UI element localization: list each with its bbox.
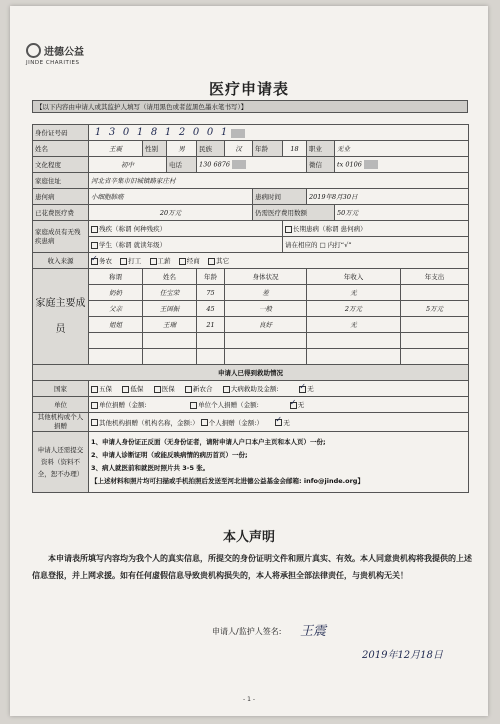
gender-label: 性别 bbox=[143, 141, 167, 157]
page-number: - 1 - bbox=[243, 696, 255, 703]
income-source-options[interactable] bbox=[89, 253, 469, 269]
jinde-logo bbox=[26, 40, 84, 66]
disease-label: 患何病 bbox=[33, 189, 89, 205]
chronic-text: 长期患病（称谓 患何病） bbox=[293, 225, 367, 233]
docs-list bbox=[89, 432, 469, 493]
family-income[interactable]: 无 bbox=[307, 285, 401, 301]
family-title[interactable]: 姐姐 bbox=[89, 317, 143, 333]
id-digit: 1 bbox=[220, 127, 228, 138]
phone-label: 电话 bbox=[167, 157, 197, 173]
redacted-block bbox=[232, 160, 246, 169]
id-digit: 1 bbox=[94, 127, 102, 138]
checked-box-icon bbox=[299, 386, 306, 393]
address-field[interactable]: 河北省辛集市旧城镇路家庄村 bbox=[89, 173, 469, 189]
signature[interactable]: 王震 bbox=[300, 624, 327, 639]
table-row bbox=[33, 333, 469, 349]
family-income[interactable]: 2万元 bbox=[307, 301, 401, 317]
phone-value: 130 6876 bbox=[199, 160, 231, 169]
redacted-block bbox=[364, 160, 378, 169]
family-expense[interactable] bbox=[401, 285, 469, 301]
checkbox-icon bbox=[179, 258, 186, 265]
salary-option: 工薪 bbox=[157, 257, 171, 265]
unit-label: 单位 bbox=[33, 397, 89, 413]
table-row bbox=[33, 349, 469, 365]
business-option: 经商 bbox=[186, 257, 200, 265]
diagnosis-date-field[interactable]: 2019年8月30日 bbox=[307, 189, 469, 205]
signature-label: 申请人/监护人签名: bbox=[212, 627, 282, 636]
col-income-header: 年收入 bbox=[307, 269, 401, 285]
name-label: 姓名 bbox=[33, 141, 89, 157]
address-label: 家庭住址 bbox=[33, 173, 89, 189]
country-label: 国家 bbox=[33, 381, 89, 397]
needed-field[interactable]: 50万元 bbox=[335, 205, 469, 221]
signature-date[interactable]: 2019年12月18日 bbox=[362, 650, 443, 661]
gender-field[interactable]: 男 bbox=[167, 141, 197, 157]
declaration-title: 本人声明 bbox=[222, 530, 275, 545]
family-health[interactable]: 良好 bbox=[225, 317, 307, 333]
wechat-field[interactable] bbox=[335, 157, 469, 173]
checkbox-icon bbox=[91, 419, 98, 426]
occupation-label: 职业 bbox=[307, 141, 335, 157]
checked-box-icon bbox=[91, 258, 98, 265]
checkbox-icon bbox=[122, 386, 129, 393]
id-number-field[interactable] bbox=[89, 125, 469, 141]
wechat-label: 微信 bbox=[307, 157, 335, 173]
occupation-field[interactable]: 无业 bbox=[335, 141, 469, 157]
id-digit: 1 bbox=[164, 127, 172, 138]
checkbox-icon bbox=[190, 402, 197, 409]
checkbox-icon bbox=[154, 386, 161, 393]
family-health[interactable]: 一般 bbox=[225, 301, 307, 317]
other-org-donation-option: 其他机构捐赠（机构名称，金额:） bbox=[99, 418, 199, 427]
new-rural-option: 新农合 bbox=[193, 385, 213, 393]
needed-label: 仍需医疗费用数额 bbox=[253, 205, 335, 221]
table-row bbox=[33, 301, 469, 317]
country-aid-options[interactable] bbox=[89, 381, 469, 397]
doc-note: 【上述材料和照片均可扫描或手机拍照后发送至河北进德公益基金会邮箱: info@jinde.org】 bbox=[91, 477, 364, 485]
family-expense[interactable] bbox=[401, 317, 469, 333]
family-name[interactable]: 王瑞 bbox=[143, 317, 197, 333]
spent-label: 已花费医疗费 bbox=[33, 205, 89, 221]
checkbox-icon bbox=[208, 258, 215, 265]
checkbox-icon bbox=[91, 402, 98, 409]
major-illness-option: 大病救助及金额: bbox=[230, 385, 279, 393]
family-age[interactable]: 21 bbox=[197, 317, 225, 333]
name-field[interactable]: 王震 bbox=[89, 141, 143, 157]
id-digit: 3 bbox=[108, 127, 116, 138]
declaration-text: 本申请表所填写内容均为我个人的真实信息，所提交的身份证明文件和照片真实、有效。本人同意贵机构将我提供的上述信息登报，并上网求援。如有任何虚假信息导致贵机构损失的，本人将承担全部法律责任，与贵机构无关！ bbox=[32, 554, 472, 580]
col-age-header: 年龄 bbox=[197, 269, 225, 285]
checkbox-icon bbox=[285, 226, 292, 233]
checked-box-icon bbox=[275, 419, 282, 426]
medical-ins-option: 医保 bbox=[161, 385, 175, 393]
none-option: 无 bbox=[307, 385, 314, 393]
disabled-text: 残疾（称谓 何种残疾） bbox=[99, 225, 167, 233]
doc-item-2: 2、申请人诊断证明（或能反映病情的病历首页）一份; bbox=[91, 451, 248, 459]
family-members-label: 家庭主要成员 bbox=[33, 269, 89, 365]
other-option: 其它 bbox=[216, 257, 230, 265]
table-row bbox=[33, 317, 469, 333]
individual-donation-option: 个人捐赠（金额:） bbox=[208, 418, 263, 427]
other-orgs-options[interactable] bbox=[89, 413, 469, 432]
student-text: 学生（称谓 就读年级） bbox=[99, 241, 167, 249]
none-option: 无 bbox=[297, 401, 305, 409]
family-name[interactable]: 王国振 bbox=[143, 301, 197, 317]
checkbox-icon bbox=[91, 242, 98, 249]
col-health-header: 身体状况 bbox=[225, 269, 307, 285]
family-title[interactable]: 奶奶 bbox=[89, 285, 143, 301]
ethnicity-field[interactable]: 汉 bbox=[225, 141, 253, 157]
chronic-option[interactable] bbox=[283, 221, 469, 237]
id-digit: 0 bbox=[122, 127, 130, 138]
page-title: 医疗申请表 bbox=[208, 80, 289, 98]
checkbox-icon bbox=[120, 258, 127, 265]
part-time-option: 打工 bbox=[128, 257, 142, 265]
phone-field[interactable] bbox=[197, 157, 307, 173]
tick-note: 请在相应的 □ 内打“√” bbox=[283, 237, 469, 253]
family-title[interactable]: 父亲 bbox=[89, 301, 143, 317]
family-expense[interactable]: 5万元 bbox=[401, 301, 469, 317]
id-digit: 1 bbox=[136, 127, 144, 138]
age-label: 年龄 bbox=[253, 141, 283, 157]
logo-seal-icon bbox=[26, 43, 41, 58]
ethnicity-label: 民族 bbox=[197, 141, 225, 157]
income-source-label: 收入来源 bbox=[33, 253, 89, 269]
diagnosis-date-label: 患病时间 bbox=[253, 189, 307, 205]
checkbox-icon bbox=[91, 386, 98, 393]
checked-box-icon bbox=[290, 402, 297, 409]
disabled-option[interactable] bbox=[89, 221, 283, 237]
checkbox-icon bbox=[150, 258, 157, 265]
personal-donation-option: 单位个人捐赠（金额: bbox=[198, 401, 259, 409]
family-age[interactable]: 45 bbox=[197, 301, 225, 317]
docs-label: 申请人还需提交资料（资料不全，恕不办理） bbox=[33, 432, 89, 493]
logo-cn: 进德公益 bbox=[44, 47, 84, 58]
col-title-header: 称谓 bbox=[89, 269, 143, 285]
education-label: 文化程度 bbox=[33, 157, 89, 173]
checkbox-icon bbox=[223, 386, 230, 393]
disease-field[interactable]: 小细胞肺癌 bbox=[89, 189, 253, 205]
id-label: 身份证号码 bbox=[33, 125, 89, 141]
spent-field[interactable]: 20万元 bbox=[89, 205, 253, 221]
family-name[interactable]: 任宝荣 bbox=[143, 285, 197, 301]
dibao-option: 低保 bbox=[130, 385, 144, 393]
aid-header: 申请人已得到救助情况 bbox=[33, 365, 469, 381]
id-digit: 2 bbox=[178, 127, 186, 138]
id-digit: 0 bbox=[192, 127, 200, 138]
form-table bbox=[32, 124, 469, 493]
student-option[interactable] bbox=[89, 237, 283, 253]
checkbox-icon bbox=[91, 226, 98, 233]
wubao-option: 五保 bbox=[99, 385, 112, 393]
unit-aid-options[interactable] bbox=[89, 397, 469, 413]
age-field[interactable]: 18 bbox=[283, 141, 307, 157]
other-orgs-label: 其他机构或个人捐赠 bbox=[33, 413, 89, 432]
col-expense-header: 年支出 bbox=[401, 269, 469, 285]
education-field[interactable]: 初中 bbox=[89, 157, 167, 173]
family-income[interactable]: 无 bbox=[307, 317, 401, 333]
col-name-header: 姓名 bbox=[143, 269, 197, 285]
redacted-block bbox=[231, 129, 245, 138]
family-health[interactable]: 差 bbox=[225, 285, 307, 301]
doc-item-3: 3、病人就医前和就医时照片共 3-5 张。 bbox=[91, 464, 210, 472]
family-age[interactable]: 75 bbox=[197, 285, 225, 301]
farming-option: 务农 bbox=[99, 257, 112, 265]
unit-donation-option: 单位捐赠（金额: bbox=[99, 401, 147, 409]
checkbox-icon bbox=[201, 419, 208, 426]
id-digit: 0 bbox=[206, 127, 214, 138]
logo-en: JINDE CHARITIES bbox=[26, 60, 80, 66]
wechat-value: tx 0106 bbox=[337, 160, 362, 169]
id-digit: 8 bbox=[150, 127, 158, 138]
doc-item-1: 1、申请人身份证正反面（无身份证者，请附申请人户口本户主页和本人页）一份; bbox=[91, 438, 326, 446]
none-option: 无 bbox=[283, 418, 290, 427]
instruction-bar: 【以下内容由申请人或其监护人填写（请用黑色或者蓝黑色墨水笔书写）】 bbox=[32, 100, 468, 113]
checkbox-icon bbox=[185, 386, 192, 393]
family-disease-label: 家庭成员有无残疾患病 bbox=[33, 221, 89, 253]
application-form-page bbox=[10, 6, 488, 716]
table-row bbox=[33, 285, 469, 301]
